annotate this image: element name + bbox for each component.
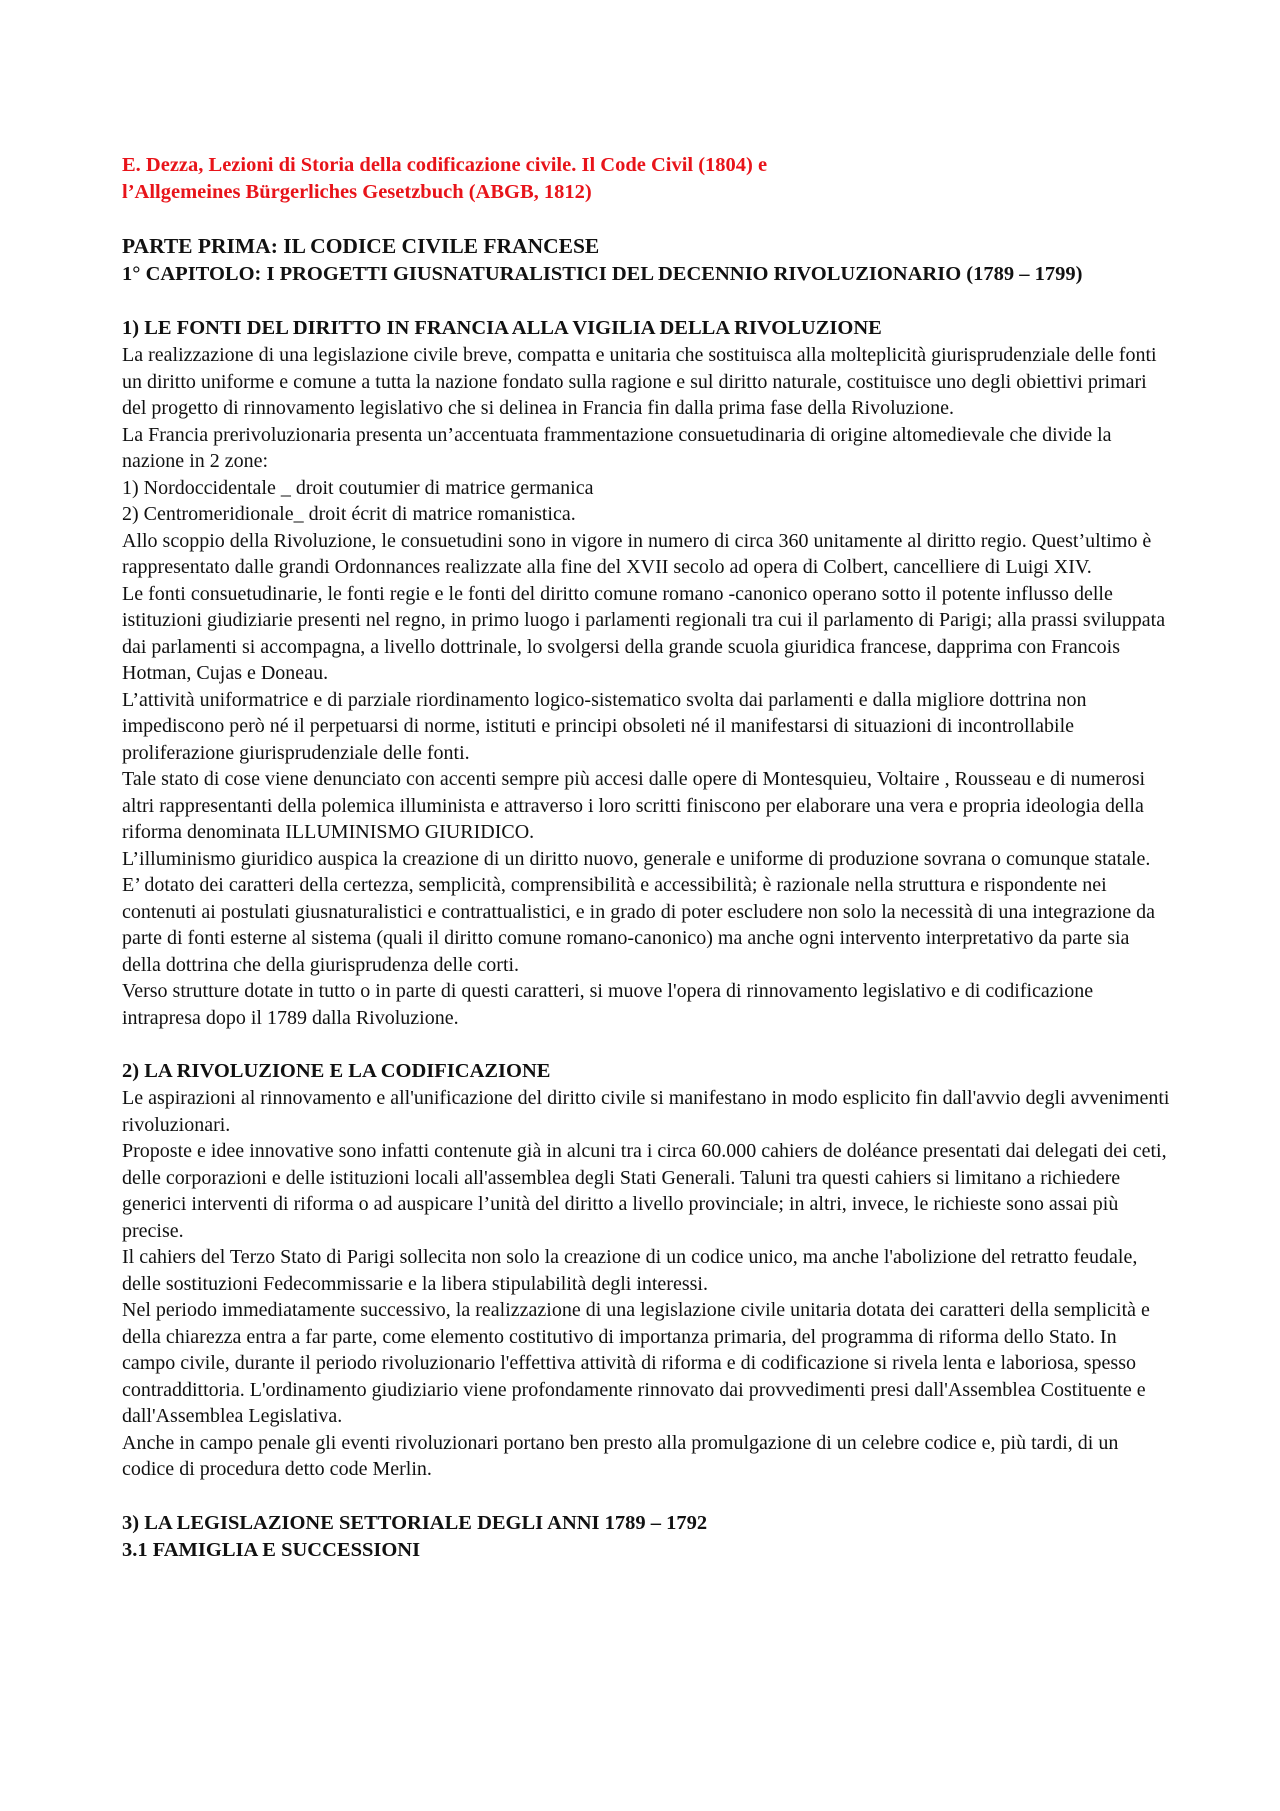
spacer (122, 206, 1172, 233)
paragraph: L’illuminismo giuridico auspica la creazione di un diritto nuovo, generale e uniforme di produzione sovrana o comunque statale. E’ dotato dei caratteri della certezza, semplicità, comprensibilità e accessibilità; è razionale nella struttura e rispondente nei contenuti ai postulati giusnaturalistici e contrattualistici, e in grado di poter escludere non solo la necessità di una integrazione da parte di fonti esterne al sistema (quali il diritto comune romano-canonico) ma anche ogni intervento interpretativo da parte sia della dottrina che della giurisprudenza delle corti. (122, 847, 1156, 976)
paragraph: L’attività uniformatrice e di parziale riordinamento logico-sistematico svolta dai parlamenti e dalla migliore dottrina non impediscono però né il perpetuarsi di norme, istituti e principi obsoleti né il manifestarsi di situazioni di incontrollabile proliferazione giurisprudenziale delle fonti. (122, 688, 1087, 764)
paragraph: Tale stato di cose viene denunciato con accenti sempre più accesi dalle opere di Montesquieu, Voltaire , Rousseau e di numerosi altri rappresentanti della polemica illuminista e attraverso i loro scritti finiscono per elaborare una vera e propria ideologia della riforma denominata ILLUMINISMO GIURIDICO. (122, 768, 1146, 843)
paragraph: Proposte e idee innovative sono infatti contenute già in alcuni tra i circa 60.000 cahiers de doléance presentati dai delegati dei ceti, delle corporazioni e delle istituzioni locali all'assemblea degli Stati Generali. Taluni tra questi cahiers si limitano a richiedere generici interventi di riforma o ad auspicare l’unità del diritto a livello provinciale; in altri, invece, le richieste sono assai più precise. (122, 1140, 1167, 1242)
paragraph: La realizzazione di una legislazione civile breve, compatta e unitaria che sostituisca alla molteplicità giurisprudenziale delle fonti un diritto uniforme e comune a tutta la nazione fondato sulla ragione e sul diritto naturale, costituisce uno degli obiettivi primari del progetto di rinnovamento legislativo che si delinea in Francia fin dalla prima fase della Rivoluzione. (122, 344, 1157, 419)
document-title-line-2: l’Allgemeines Bürgerliches Gesetzbuch (ABGB, 1812) (122, 181, 592, 203)
list-item: 1) Nordoccidentale _ droit coutumier di matrice germanica (122, 476, 594, 499)
document-title-line-1: E. Dezza, Lezioni di Storia della codificazione civile. Il Code Civil (1804) e (122, 154, 768, 176)
paragraph: Le fonti consuetudinarie, le fonti regie e le fonti del diritto comune romano -canonico operano sotto il potente influsso delle istituzioni giudiziarie presenti nel regno, in primo luogo i parlamenti regionali tra cui il parlamento di Parigi; alla prassi sviluppata dai parlamenti si accompagna, a livello dottrinale, lo svolgersi della grande scuola giuridica francese, dapprima con Francois Hotman, Cujas e Doneau. (122, 582, 1166, 684)
chapter-title: 1° CAPITOLO: I PROGETTI GIUSNATURALISTICI DEL DECENNIO RIVOLUZIONARIO (1789 – 1799) (122, 263, 1083, 285)
document-body (122, 152, 1172, 1564)
list-item: 2) Centromeridionale_ droit écrit di matrice romanistica. (122, 503, 576, 525)
paragraph: Anche in campo penale gli eventi rivoluzionari portano ben presto alla promulgazione di un celebre codice e, più tardi, di un codice di procedura detto code Merlin. (122, 1431, 1119, 1480)
spacer (122, 1483, 1172, 1510)
part-title: PARTE PRIMA: IL CODICE CIVILE FRANCESE (122, 234, 600, 258)
paragraph: Allo scoppio della Rivoluzione, le consuetudini sono in vigore in numero di circa 360 unitamente al diritto regio. Quest’ultimo è rappresentato dalle grandi Ordonnances realizzate alla fine del XVII secolo ad opera di Colbert, cancelliere di Luigi XIV. (122, 529, 1152, 578)
paragraph: Verso strutture dotate in tutto o in parte di questi caratteri, si muove l'opera di rinnovamento legislativo e di codificazione intrapresa dopo il 1789 dalla Rivoluzione. (122, 980, 1094, 1029)
spacer (122, 288, 1172, 315)
section-heading-fonti-del-diritto: 1) LE FONTI DEL DIRITTO IN FRANCIA ALLA VIGILIA DELLA RIVOLUZIONE (122, 317, 882, 339)
subsection-heading-famiglia-successioni: 3.1 FAMIGLIA E SUCCESSIONI (122, 1538, 421, 1561)
paragraph: Nel periodo immediatamente successivo, la realizzazione di una legislazione civile unitaria dotata dei caratteri della semplicità e della chiarezza entra a far parte, come elemento costitutivo di importanza primaria, del programma di riforma dello Stato. In campo civile, durante il periodo rivoluzionario l'effettiva attività di riforma e di codificazione si rivela lenta e laboriosa, spesso contraddittoria. L'ordinamento giudiziario viene profondamente rinnovato dai provvedimenti presi dall'Assemblea Costituente e dall'Assemblea Legislativa. (122, 1299, 1150, 1427)
section-heading-legislazione-settoriale: 3) LA LEGISLAZIONE SETTORIALE DEGLI ANNI 1789 – 1792 (122, 1511, 708, 1534)
paragraph: La Francia prerivoluzionaria presenta un’accentuata frammentazione consuetudinaria di origine altomedievale che divide la nazione in 2 zone: (122, 423, 1112, 472)
spacer (122, 1031, 1172, 1058)
section-heading-rivoluzione-codificazione: 2) LA RIVOLUZIONE E LA CODIFICAZIONE (122, 1060, 551, 1082)
paragraph: Il cahiers del Terzo Stato di Parigi sollecita non solo la creazione di un codice unico, ma anche l'abolizione del retratto feudale, delle sostituzioni Fedecommissarie e la libera stipulabilità degli interessi. (122, 1246, 1138, 1295)
paragraph: Le aspirazioni al rinnovamento e all'unificazione del diritto civile si manifestano in modo esplicito fin dall'avvio degli avvenimenti rivoluzionari. (122, 1087, 1170, 1136)
document-title (122, 152, 1172, 206)
